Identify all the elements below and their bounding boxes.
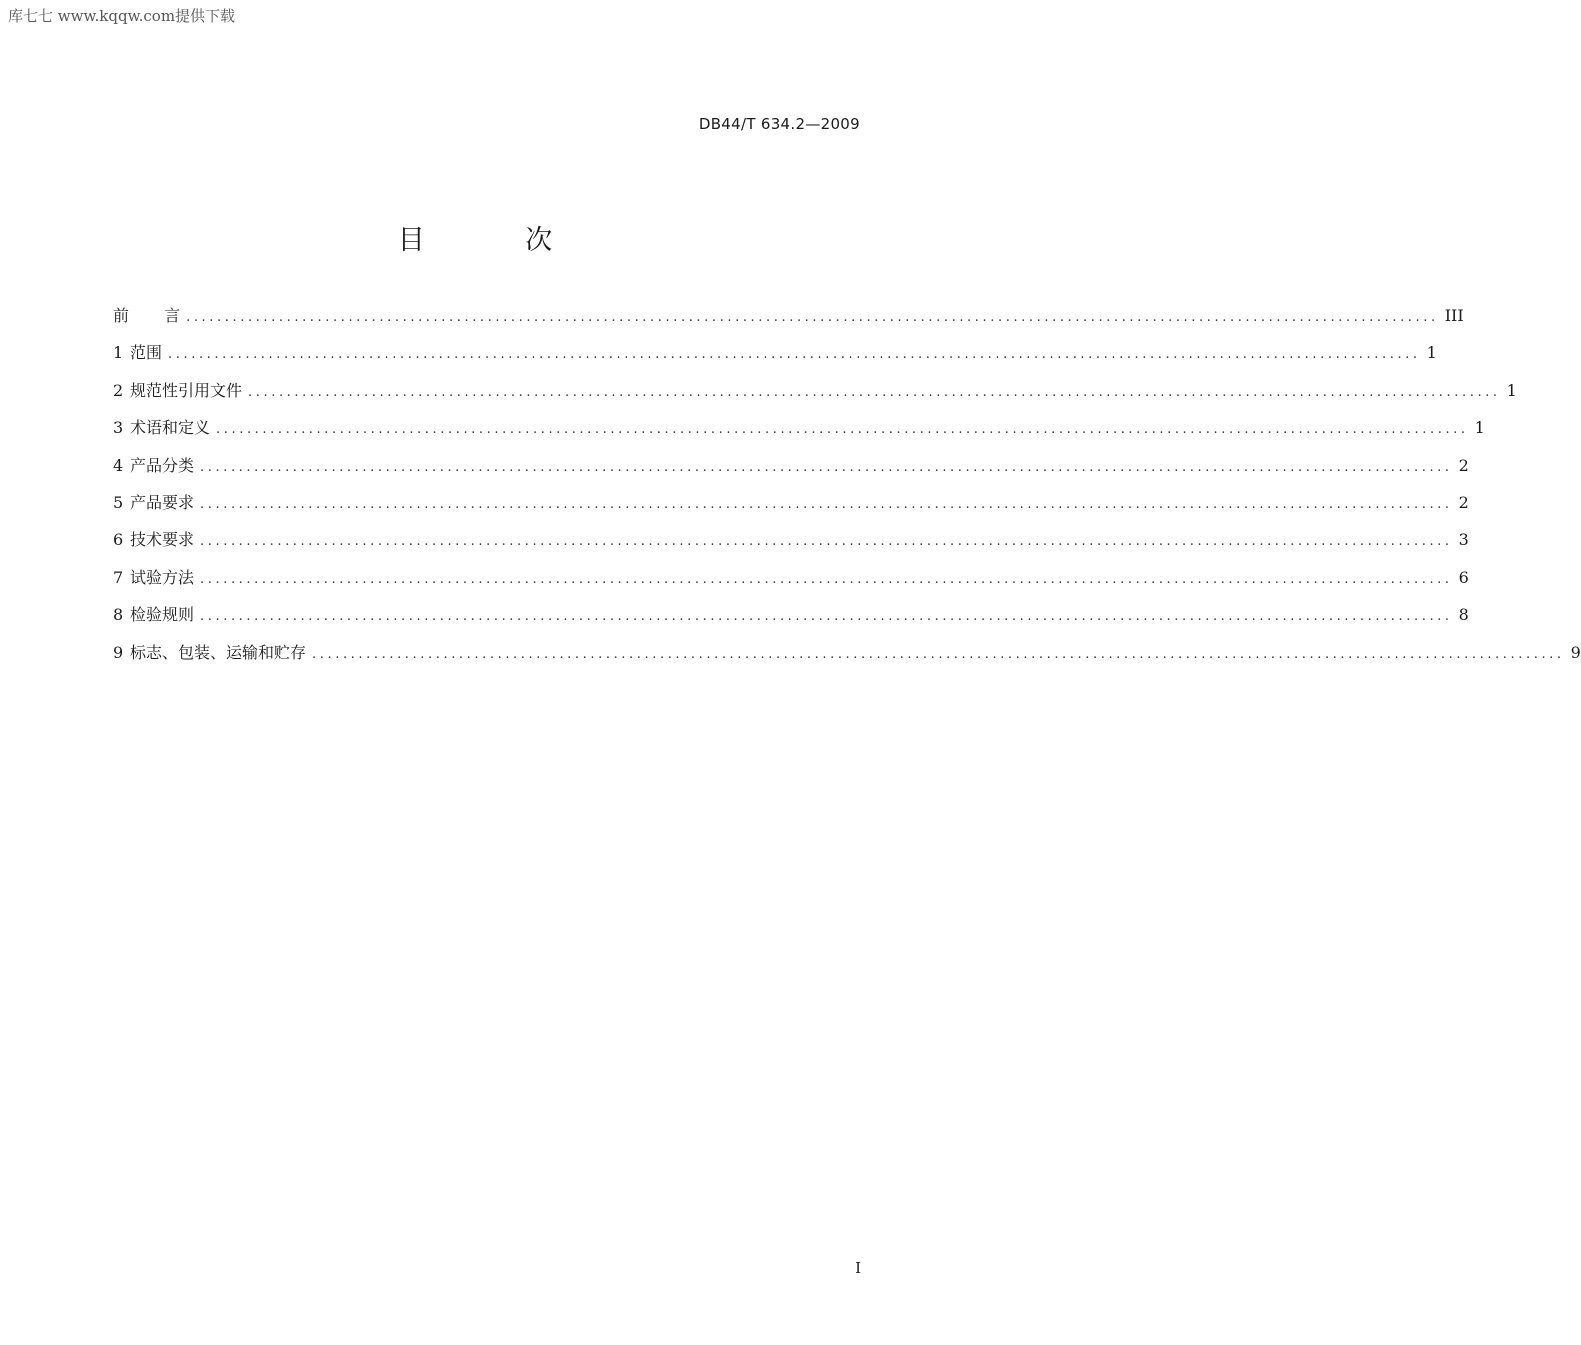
- toc-entry-page: 2: [1458, 455, 1469, 475]
- page-title: 目 次: [397, 225, 599, 256]
- toc-entry-label: [113, 304, 180, 328]
- toc-entry-number: 5: [113, 492, 124, 512]
- toc-entry-label: [113, 528, 194, 552]
- toc-entry-label: [113, 491, 194, 515]
- toc-leader-dots: ..................................................................................................................................................................: [200, 609, 1453, 625]
- toc-entry-label: [113, 341, 162, 365]
- toc-entry-title: 检验规则: [130, 605, 195, 625]
- toc-entry-page: 2: [1458, 492, 1469, 512]
- toc-entry-technical-requirements[interactable]: [113, 528, 1469, 565]
- toc-entry-foreword[interactable]: [113, 304, 1464, 341]
- toc-leader-dots: ..................................................................................................................................................................: [216, 422, 1469, 438]
- toc-entry-page: 9: [1570, 642, 1581, 662]
- toc-entry-scope[interactable]: [113, 341, 1437, 378]
- toc-entry-title: 试验方法: [130, 567, 195, 587]
- toc-entry-page: 6: [1458, 567, 1469, 587]
- toc-entry-title: 技术要求: [130, 530, 195, 550]
- toc-entry-test-methods[interactable]: [113, 566, 1469, 603]
- toc-entry-terms-definitions[interactable]: [113, 416, 1485, 453]
- standard-code: DB44/T 634.2—2009: [698, 115, 860, 133]
- toc-entry-page: 1: [1474, 418, 1485, 438]
- toc-leader-dots: ..................................................................................................................................................................: [200, 571, 1453, 587]
- toc-entry-title: 标志、包装、运输和贮存: [130, 642, 307, 662]
- toc-entry-title: 规范性引用文件: [130, 380, 243, 400]
- toc-entry-page: III: [1444, 306, 1464, 325]
- toc-entry-number: 4: [113, 455, 124, 475]
- toc-entry-normative-references[interactable]: [113, 379, 1517, 416]
- toc-entry-marking-packaging[interactable]: [113, 641, 1581, 678]
- toc-entry-number: 1: [113, 343, 124, 363]
- toc-entry-number: 8: [113, 605, 124, 625]
- toc-leader-dots: ..................................................................................................................................................................: [168, 347, 1421, 363]
- toc-entry-number: 6: [113, 530, 124, 550]
- toc-entry-number: 7: [113, 567, 124, 587]
- watermark: 库七七 www.kqqw.com提供下载: [8, 7, 236, 25]
- toc-entry-number: 2: [113, 380, 124, 400]
- toc-entry-title: 产品要求: [130, 492, 195, 512]
- toc-entry-label: [113, 641, 306, 665]
- toc-entry-label: [113, 454, 194, 478]
- toc-entry-inspection-rules[interactable]: [113, 603, 1469, 640]
- toc-leader-dots: ..................................................................................................................................................................: [200, 459, 1453, 475]
- toc-entry-title: 范围: [130, 343, 163, 363]
- toc-leader-dots: ..................................................................................................................................................................: [248, 384, 1501, 400]
- toc-entry-page: 1: [1426, 343, 1437, 363]
- toc-entry-label: [113, 603, 194, 627]
- toc-leader-dots: ..................................................................................................................................................................: [200, 534, 1453, 550]
- toc-entry-page: 1: [1506, 380, 1517, 400]
- toc-entry-title: 前 言: [113, 306, 181, 325]
- table-of-contents: [113, 304, 1581, 678]
- toc-entry-product-requirements[interactable]: [113, 491, 1469, 528]
- toc-entry-title: 术语和定义: [130, 418, 211, 438]
- toc-leader-dots: ..................................................................................................................................................................: [186, 310, 1439, 325]
- toc-leader-dots: ..................................................................................................................................................................: [312, 646, 1565, 662]
- toc-entry-label: [113, 416, 210, 440]
- toc-entry-product-classification[interactable]: [113, 454, 1469, 491]
- toc-leader-dots: ..................................................................................................................................................................: [200, 496, 1453, 512]
- toc-entry-page: 8: [1458, 605, 1469, 625]
- toc-entry-number: 9: [113, 642, 124, 662]
- toc-entry-number: 3: [113, 418, 124, 438]
- page-number: I: [855, 1259, 861, 1277]
- toc-entry-title: 产品分类: [130, 455, 195, 475]
- toc-entry-label: [113, 379, 242, 403]
- toc-entry-page: 3: [1458, 530, 1469, 550]
- toc-entry-label: [113, 566, 194, 590]
